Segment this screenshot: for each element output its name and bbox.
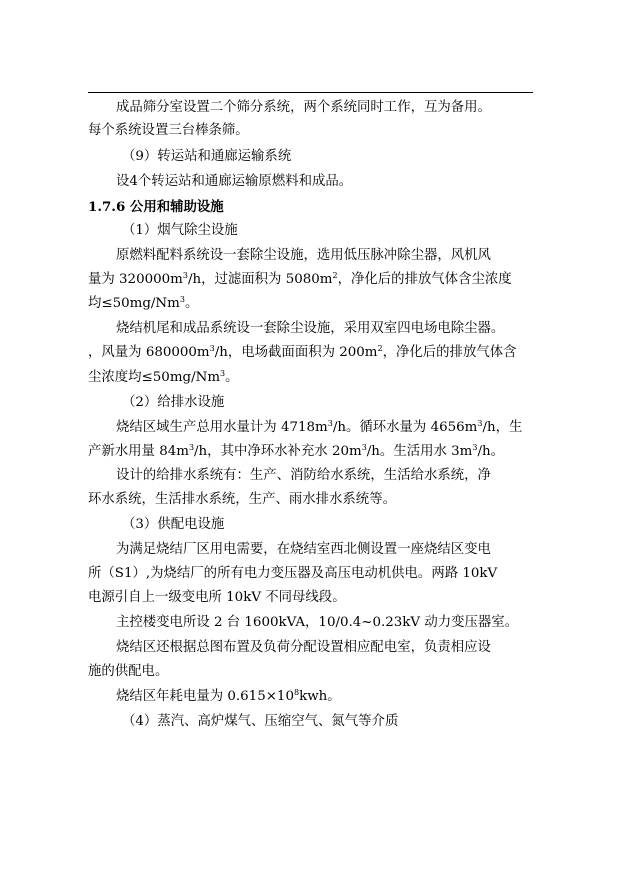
paragraph-line: 设4个转运站和通廊运输原燃料和成品。 [116,174,353,189]
paragraph-line: 成品筛分室设置二个筛分系统，两个系统同时工作，互为备用。 [116,100,491,115]
paragraph-line: ，风量为 $680000m^3/h$，电场截面面积为 $200m^2$，净化后的排放气体含 [88,344,517,360]
subsection-title: （9）转运站和通廊运输系统 [122,149,292,164]
subsection-title: （1）烟气除尘设施 [122,223,238,238]
paragraph-line: 均$\le 50mg/Nm^3$。 [88,295,199,311]
subsection-title: （4）蒸汽、高炉煤气、压缩空气、氮气等介质 [122,714,399,729]
paragraph-line: 烧结区年耗电量为 $0.615\times 10^8kwh$。 [116,688,341,704]
paragraph-line: 量为 $320000m^3/h$，过滤面积为 $5080m^2$，净化后的排放气体含尘浓度 [88,271,512,287]
paragraph-line: 电源引自上一级变电所 10kV 不同母线段。 [88,590,346,605]
subsection-title: （3）供配电设施 [122,517,225,532]
paragraph-line: 主控楼变电所设 2 台 1600kVA，10/0.4~0.23kV 动力变压器室。 [116,615,519,630]
paragraph-line: 每个系统设置三台棒条筛。 [88,123,249,138]
section-heading: 1.7.6 公用和辅助设施 [88,199,224,215]
paragraph-line: 烧结机尾和成品系统设一套除尘设施，采用双室四电场电除尘器。 [116,321,505,336]
paragraph-line: 烧结区域生产总用水量计为 $4718m^3/h$。循环水量为 $4656m^3/h$，生 [116,419,523,435]
paragraph-line: 设计的给排水系统有：生产、消防给水系统，生活给水系统，净 [116,468,491,483]
paragraph-line: 原燃料配料系统设一套除尘设施，选用低压脉冲除尘器，风机风 [116,248,491,263]
paragraph-line: 为满足烧结厂区用电需要，在烧结室西北侧设置一座烧结区变电 [116,542,491,557]
subsection-title: （2）给排水设施 [122,395,225,410]
paragraph-line: 产新水用量 $84m^3/h$，其中净环水补充水 $20m^3/h$。生活用水 $3m^3/h$。 [88,443,504,459]
header-rule [88,92,533,93]
paragraph-line: 所（S1）,为烧结厂的所有电力变压器及高压电动机供电。两路 10kV [88,566,498,581]
paragraph-line: 施的供配电。 [88,664,169,679]
paragraph-line: 环水系统，生活排水系统，生产、雨水排水系统等。 [88,492,396,507]
paragraph-line: 烧结区还根据总图布置及负荷分配设置相应配电室，负责相应设 [116,640,491,655]
paragraph-line: 尘浓度均$\le 50mg/Nm^3$。 [88,369,239,385]
